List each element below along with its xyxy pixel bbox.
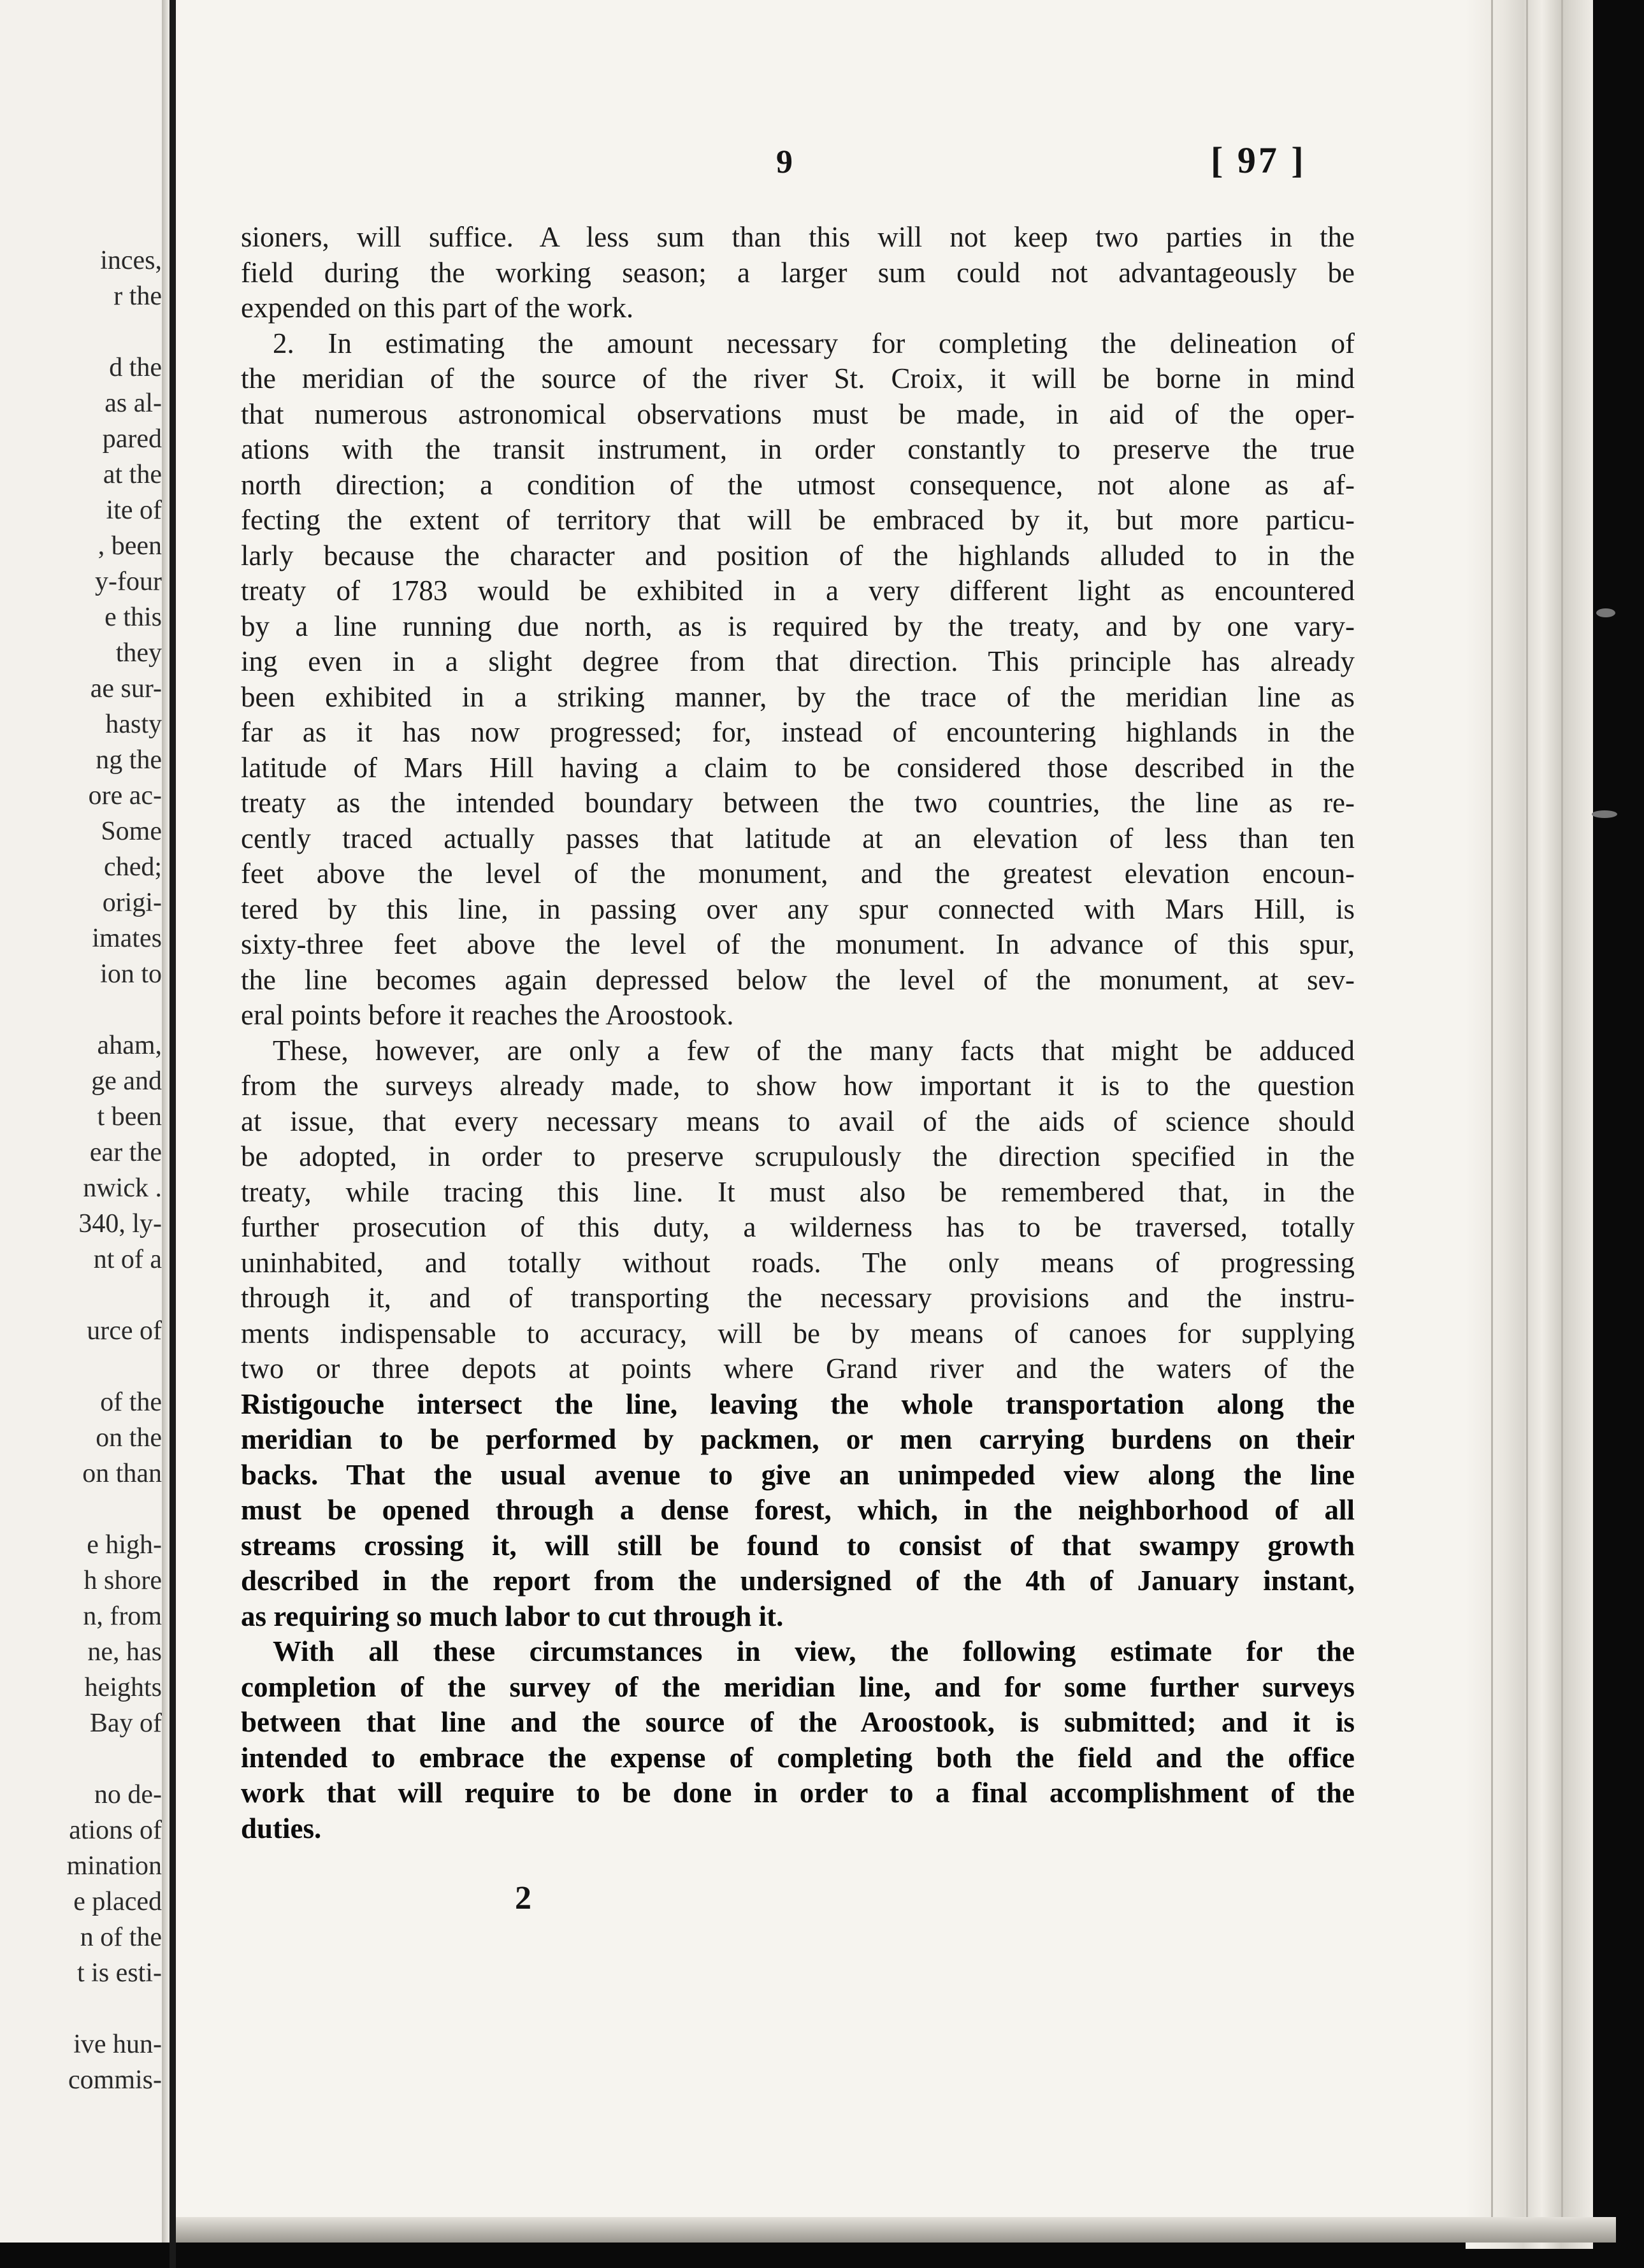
signature-mark: 2 [515,1880,531,1916]
text-line: intended to embrace the expense of completing both the field and the office [241,1741,1355,1774]
left-page-line: inces, [100,246,162,275]
left-page-line: origi- [102,888,162,917]
text-line: treaty of 1783 would be exhibited in a very different light as encountered [241,575,1355,606]
left-page-line: they [115,638,162,668]
left-page-line: on the [96,1423,162,1453]
text-line: be adopted, in order to preserve scrupulously the direction specified in the [241,1140,1355,1172]
left-page-line: hasty [105,710,162,739]
left-page-line: ations of [69,1816,162,1845]
text-line: from the surveys already made, to show how important it is to the question [241,1070,1355,1102]
text-line: far as it has now progressed; for, instead of encountering highlands in the [241,716,1355,748]
left-page-line: no de- [94,1780,162,1809]
left-page-line: ng the [96,745,162,775]
text-line: ments indispensable to accuracy, will be by means of canoes for supplying [241,1317,1355,1349]
left-page-line: aham, [97,1031,162,1060]
text-line: ing even in a slight degree from that direction. This principle has already [241,645,1355,677]
text-line: as requiring so much labor to cut through it. [241,1600,784,1632]
left-page-line: urce of [87,1316,162,1346]
text-line: sioners, will suffice. A less sum than this will not keep two parties in the [241,221,1355,253]
text-line: sixty-three feet above the level of the monument. In advance of this spur, [241,928,1355,960]
text-line: by a line running due north, as is required by the treaty, and by one vary- [241,610,1355,642]
text-line: that numerous astronomical observations must be made, in aid of the oper- [241,398,1355,430]
text-line: the meridian of the source of the river St. Croix, it will be borne in mind [241,362,1355,394]
text-line: streams crossing it, will still be found to consist of that swampy growth [241,1529,1355,1561]
left-page-line: as al- [105,389,162,418]
left-page-line: on than [82,1459,162,1488]
page-edge-line [1526,0,1528,2243]
left-page-line: nt of a [93,1245,162,1274]
left-page-line: ched; [104,852,162,882]
left-page-line: y-four [95,567,162,596]
left-page-line: Some [101,817,162,846]
text-line: between that line and the source of the Aroostook, is submitted; and it is [241,1706,1355,1738]
left-page-line: Bay of [89,1709,162,1738]
page-folio-number: 9 [776,144,793,180]
left-facing-page [0,0,162,2243]
text-line: larly because the character and position of the highlands alluded to in the [241,539,1355,571]
text-line: completion of the survey of the meridian line, and for some further surveys [241,1670,1355,1703]
text-line: uninhabited, and totally without roads. The only means of progressing [241,1246,1355,1279]
left-page-line: d the [109,353,162,382]
text-line: field during the working season; a larger sum could not advantageously be [241,256,1355,289]
text-line: the line becomes again depressed below the level of the monument, at sev- [241,963,1355,996]
left-page-line: n, from [83,1602,162,1631]
left-page-line: nwick . [83,1173,162,1203]
text-line: Ristigouche intersect the line, leaving the whole transportation along the [241,1388,1355,1420]
text-line: through it, and of transporting the necessary provisions and the instru- [241,1282,1355,1314]
text-line: tered by this line, in passing over any spur connected with Mars Hill, is [241,893,1355,925]
text-line: been exhibited in a striking manner, by the trace of the meridian line as [241,680,1355,713]
text-line: meridian to be performed by packmen, or men carrying burdens on their [241,1423,1355,1455]
text-line: described in the report from the undersigned of the 4th of January instant, [241,1565,1355,1597]
left-page-line: , been [97,531,162,561]
text-line: further prosecution of this duty, a wilderness has to be traversed, totally [241,1211,1355,1243]
left-page-line: ge and [91,1066,162,1096]
left-page-line: ion to [100,959,162,989]
left-page-line: commis- [68,2065,162,2095]
left-page-line: at the [103,460,162,489]
left-page-line: ae sur- [90,674,162,703]
document-number: [ 97 ] [1211,140,1306,181]
left-page-line: imates [92,924,162,953]
left-page-line: e this [105,603,162,632]
left-page-line: ite of [106,496,162,525]
left-page-line: heights [84,1673,162,1702]
text-line: eral points before it reaches the Aroostook. [241,999,734,1031]
page-edges [1466,0,1593,2249]
text-line: feet above the level of the monument, and the greatest elevation encoun- [241,858,1355,889]
left-page-line: e high- [87,1530,162,1560]
text-line: treaty, while tracing this line. It must also be remembered that, in the [241,1175,1355,1208]
left-page-line: of the [100,1388,162,1417]
left-page-line: ne, has [87,1637,162,1667]
text-line: expended on this part of the work. [241,292,634,324]
left-page-line: e placed [73,1887,162,1916]
text-line: 2. In estimating the amount necessary for completing the delineation of [273,327,1355,359]
left-page-line: h shore [83,1566,162,1595]
text-line: must be opened through a dense forest, which, in the neighborhood of all [241,1494,1355,1526]
page-bottom-edge [176,2217,1616,2243]
left-page-line: mination [66,1851,162,1881]
left-page-line: ear the [89,1138,162,1167]
left-page-line: ive hun- [73,2030,162,2059]
page-gap [169,0,176,2268]
text-line: ations with the transit instrument, in order constantly to preserve the true [241,433,1355,465]
text-line: With all these circumstances in view, the following estimate for the [273,1635,1355,1667]
text-line: at issue, that every necessary means to avail of the aids of science should [241,1105,1355,1137]
text-line: fecting the extent of territory that will be embraced by it, but more particu- [241,504,1355,536]
left-page-line: r the [113,282,162,311]
left-page-line: 340, ly- [78,1209,162,1238]
text-line: cently traced actually passes that latitude at an elevation of less than ten [241,822,1355,854]
text-line: north direction; a condition of the utmost consequence, not alone as af- [241,468,1355,501]
text-line: backs. That the usual avenue to give an unimpeded view along the line [241,1458,1355,1491]
text-line: latitude of Mars Hill having a claim to be considered those described in the [241,751,1355,784]
left-page-line: t been [97,1102,162,1131]
left-page-line: pared [102,424,162,454]
text-line: These, however, are only a few of the many facts that might be adduced [273,1034,1355,1066]
left-page-line: n of the [80,1923,162,1952]
text-line: treaty as the intended boundary between the two countries, the line as re- [241,787,1355,819]
margin-speck [1596,608,1615,617]
margin-speck [1592,810,1617,818]
page-edge-line [1491,0,1493,2243]
left-page-line: t is esti- [77,1958,162,1988]
text-line: duties. [241,1812,322,1844]
gutter-shadow [162,0,169,2243]
page-edge-line [1561,0,1563,2243]
text-line: two or three depots at points where Grand river and the waters of the [241,1353,1355,1384]
text-line: work that will require to be done in order to a final accomplishment of the [241,1777,1355,1809]
left-page-line: ore ac- [88,781,162,810]
body-text [241,220,1355,1846]
